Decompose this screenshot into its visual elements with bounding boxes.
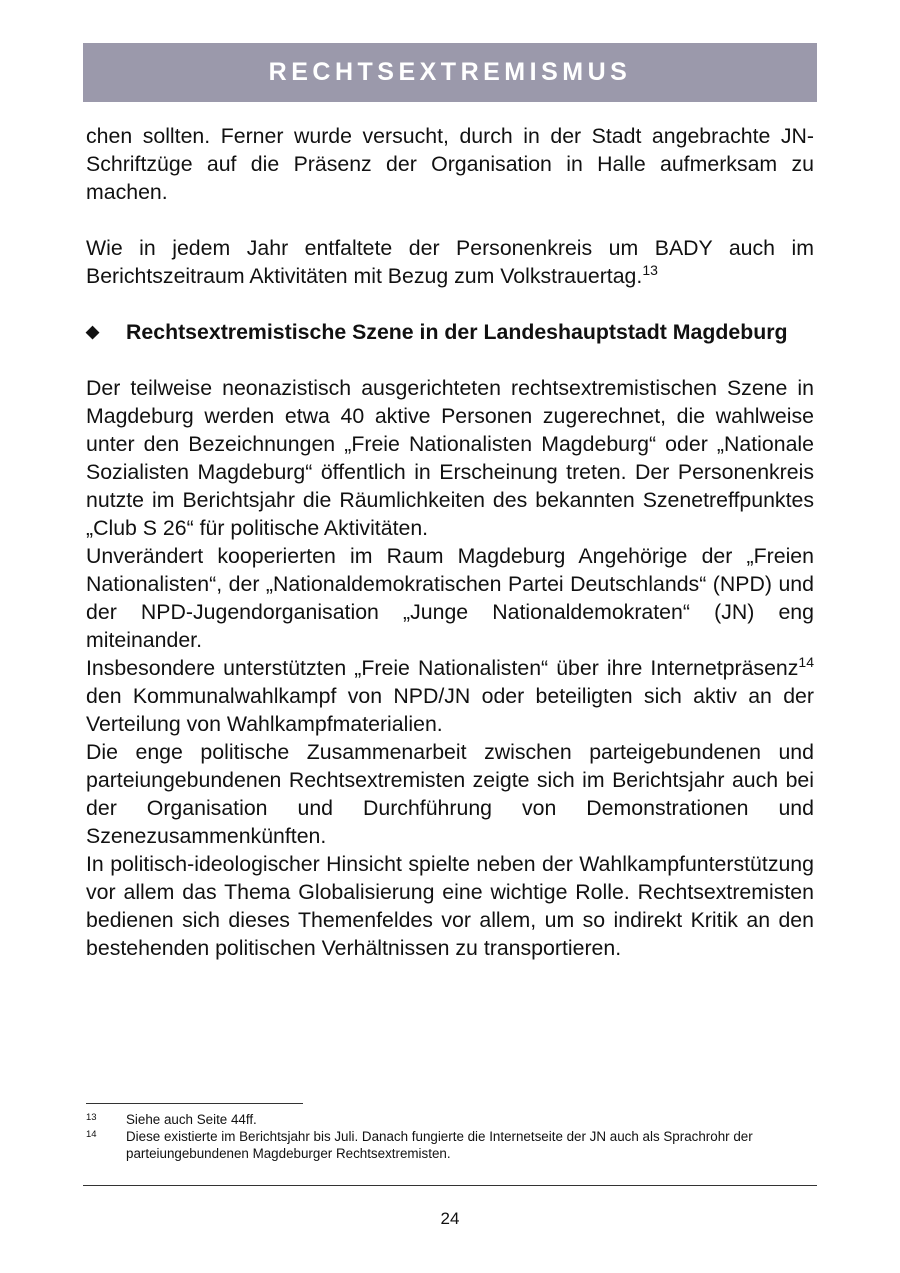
page-footer-divider bbox=[83, 1185, 817, 1186]
footnote-ref-14[interactable]: 14 bbox=[798, 654, 814, 670]
paragraph-5-text-before: Insbesondere unterstützten „Freie Nationalisten“ über ihre Internetpräsenz bbox=[86, 656, 799, 680]
footnote-13 bbox=[86, 1111, 816, 1128]
footnotes bbox=[86, 1111, 816, 1162]
footnote-ref-13[interactable]: 13 bbox=[642, 262, 658, 278]
page-section-title: RECHTSEXTREMISMUS bbox=[268, 58, 632, 86]
footnote-text: Diese existierte im Berichtsjahr bis Juli. Danach fungierte die Internetseite der JN auch als Sprachrohr der parteiungebundenen Magdeburger Rechtsextremisten. bbox=[126, 1129, 753, 1161]
section-heading bbox=[86, 318, 814, 346]
paragraph-gap bbox=[86, 346, 814, 374]
footnote-number: 13 bbox=[86, 1112, 97, 1123]
paragraph-6: Die enge politische Zusammenarbeit zwischen parteigebundenen und parteiungebundenen Rechtsextremisten zeigte sich im Berichtsjahr auch bei der Organisation und Durchführung von Demonstrationen und Szenezusammenkünften. bbox=[86, 740, 814, 848]
header-band bbox=[83, 43, 817, 102]
paragraph-1: chen sollten. Ferner wurde versucht, durch in der Stadt angebrachte JN-Schriftzüge auf die Präsenz der Organisation in Halle aufmerksam zu machen. bbox=[86, 124, 814, 204]
section-heading-text: Rechtsextremistische Szene in der Landeshauptstadt Magdeburg bbox=[126, 320, 788, 344]
paragraph-5-text-after: den Kommunalwahlkampf von NPD/JN oder beteiligten sich aktiv an der Verteilung von Wahlkampfmaterialien. bbox=[86, 684, 814, 736]
paragraph-gap bbox=[86, 290, 814, 318]
diamond-bullet-icon: ◆ bbox=[86, 322, 100, 341]
paragraph-4: Unverändert kooperierten im Raum Magdeburg Angehörige der „Freien Nationalisten“, der „Nationaldemokratischen Partei Deutschlands“ (NPD) und der NPD-Jugendorganisation „Junge Nationaldemokraten“ (JN) eng miteinander. bbox=[86, 544, 814, 652]
footnote-text: Siehe auch Seite 44ff. bbox=[126, 1112, 257, 1127]
main-content bbox=[86, 122, 814, 962]
footnote-divider bbox=[86, 1103, 303, 1104]
page-number: 24 bbox=[440, 1209, 460, 1228]
paragraph-5 bbox=[86, 654, 814, 738]
paragraph-7: In politisch-ideologischer Hinsicht spielte neben der Wahlkampfunterstützung vor allem das Thema Globalisierung eine wichtige Rolle. Rechtsextremisten bedienen sich dieses Themenfeldes vor allem, um so indirekt Kritik an den bestehenden politischen Verhältnissen zu transportieren. bbox=[86, 852, 814, 960]
footnote-14 bbox=[86, 1128, 816, 1162]
paragraph-3: Der teilweise neonazistisch ausgerichteten rechtsextremistischen Szene in Magdeburg werden etwa 40 aktive Personen zugerechnet, die wahlweise unter den Bezeichnungen „Freie Nationalisten Magdeburg“ oder „Nationale Sozialisten Magdeburg“ öffentlich in Erscheinung treten. Der Personenkreis nutzte im Berichtsjahr die Räumlichkeiten des bekannten Szenetreffpunktes „Club S 26“ für politische Aktivitäten. bbox=[86, 376, 814, 540]
paragraph-2-text: Wie in jedem Jahr entfaltete der Personenkreis um BADY auch im Berichtszeitraum Aktivitäten mit Bezug zum Volkstrauertag. bbox=[86, 236, 814, 288]
paragraph-2 bbox=[86, 234, 814, 290]
paragraph-gap bbox=[86, 206, 814, 234]
footnote-number: 14 bbox=[86, 1129, 97, 1140]
